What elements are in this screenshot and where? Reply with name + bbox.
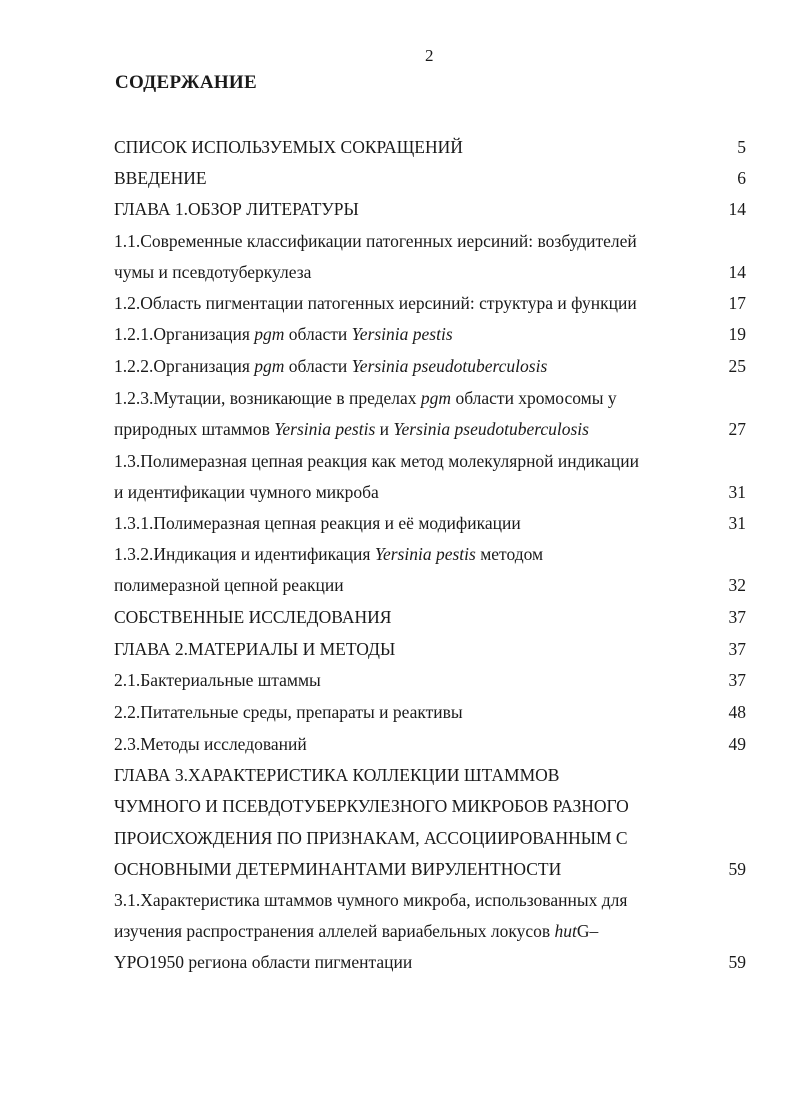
toc-entry-line	[114, 385, 796, 411]
toc-entry-text: чумы и псевдотуберкулеза	[114, 262, 312, 282]
toc-entry-page: 5	[737, 137, 746, 157]
toc-entry-text: 1.2.Область пигментации патогенных иерсиний: структура и функции	[114, 293, 637, 313]
toc-entry-line	[114, 259, 796, 285]
toc-entry-text: СПИСОК ИСПОЛЬЗУЕМЫХ СОКРАЩЕНИЙ	[114, 137, 463, 157]
toc-entry-text: 1.1.Современные классификации патогенных иерсиний: возбудителей	[114, 231, 637, 251]
toc-entry-page: 48	[728, 702, 746, 722]
toc-entry-line	[114, 290, 796, 316]
toc-entry-line	[114, 134, 796, 160]
toc-entry-line	[114, 856, 796, 882]
toc-entry-line	[114, 949, 796, 975]
toc-entry-line	[114, 825, 796, 851]
toc-entry-line	[114, 887, 796, 913]
toc-entry-page: 31	[728, 482, 746, 502]
toc-entry-line	[114, 731, 796, 757]
toc-entry-line	[114, 541, 796, 567]
toc-entry-line	[114, 196, 796, 222]
toc-entry-line	[114, 918, 796, 944]
toc-entry-text: 1.3.1.Полимеразная цепная реакция и её модификации	[114, 513, 521, 533]
toc-entry-text: 1.3.2.Индикация и идентификация Yersinia pestis методом	[114, 544, 544, 564]
toc-entry-page: 37	[728, 607, 746, 627]
page-title: СОДЕРЖАНИЕ	[115, 72, 257, 93]
toc-entry-page: 59	[728, 858, 746, 879]
toc-entry-line	[114, 510, 796, 536]
toc-entry-text: ГЛАВА 3.ХАРАКТЕРИСТИКА КОЛЛЕКЦИИ ШТАММОВ	[114, 765, 560, 785]
toc-entry-page: 25	[728, 356, 746, 376]
toc-entry-line	[114, 604, 796, 630]
toc-entry-text: и идентификации чумного микроба	[114, 482, 379, 502]
toc-entry-text: ВВЕДЕНИЕ	[114, 168, 207, 188]
toc-entry-line	[114, 353, 796, 379]
toc-entry-line	[114, 165, 796, 191]
toc-entry-line	[114, 321, 796, 347]
toc-entry-page: 32	[728, 575, 746, 595]
toc-entry-page: 37	[728, 639, 746, 659]
toc-entry-line	[114, 699, 796, 725]
toc-entry-text: YPO1950 региона области пигментации	[114, 952, 413, 972]
toc-entry-text: 2.2.Питательные среды, препараты и реактивы	[114, 702, 463, 722]
toc-entry-text: изучения распространения аллелей вариабельных локусов hutG–	[114, 921, 599, 941]
toc-entry-text: ПРОИСХОЖДЕНИЯ ПО ПРИЗНАКАМ, АССОЦИИРОВАННЫМ С	[114, 827, 628, 848]
toc-entry-text: 2.3.Методы исследований	[114, 734, 307, 754]
toc-entry-page: 59	[728, 952, 746, 972]
toc-entry-line	[114, 479, 796, 505]
toc-entry-line	[114, 448, 796, 474]
toc-entry-text: 1.2.3.Мутации, возникающие в пределах pgm области хромосомы у	[114, 388, 617, 408]
toc-entry-text: ОСНОВНЫМИ ДЕТЕРМИНАНТАМИ ВИРУЛЕНТНОСТИ	[114, 858, 562, 879]
toc-entry-line	[114, 572, 796, 598]
toc-entry-line	[114, 793, 796, 819]
toc-entry-line	[114, 228, 796, 254]
toc-entry-text: 1.2.2.Организация pgm области Yersinia pseudotuberculosis	[114, 356, 548, 376]
toc-entry-page: 19	[728, 324, 746, 344]
toc-entry-text: 2.1.Бактериальные штаммы	[114, 670, 321, 690]
toc-entry-line	[114, 416, 796, 442]
toc-entry-line	[114, 762, 796, 788]
toc-entry-page: 27	[728, 419, 746, 439]
toc-entry-text: 1.3.Полимеразная цепная реакция как метод молекулярной индикации	[114, 451, 640, 471]
toc-entry-line	[114, 667, 796, 693]
toc-entry-page: 31	[728, 513, 746, 533]
toc-entry-text: ЧУМНОГО И ПСЕВДОТУБЕРКУЛЕЗНОГО МИКРОБОВ РАЗНОГО	[114, 796, 629, 817]
page-number: 2	[425, 46, 434, 65]
toc-entry-text: СОБСТВЕННЫЕ ИССЛЕДОВАНИЯ	[114, 607, 392, 627]
toc-entry-text: ГЛАВА 1.ОБЗОР ЛИТЕРАТУРЫ	[114, 199, 359, 219]
toc-entry-text: 1.2.1.Организация pgm области Yersinia pestis	[114, 324, 453, 344]
toc-entry-text: ГЛАВА 2.МАТЕРИАЛЫ И МЕТОДЫ	[114, 639, 396, 659]
toc-entry-page: 49	[728, 734, 746, 754]
toc-entry-page: 17	[728, 293, 746, 313]
toc-entry-text: полимеразной цепной реакции	[114, 575, 344, 595]
toc-entry-page: 14	[728, 199, 746, 219]
toc-entry-text: природных штаммов Yersinia pestis и Yersinia pseudotuberculosis	[114, 419, 589, 439]
toc-entry-text: 3.1.Характеристика штаммов чумного микроба, использованных для	[114, 890, 628, 910]
toc-entry-line	[114, 636, 796, 662]
toc-entry-page: 6	[737, 168, 746, 188]
toc-entry-page: 37	[728, 670, 746, 690]
toc-entry-page: 14	[728, 262, 746, 282]
